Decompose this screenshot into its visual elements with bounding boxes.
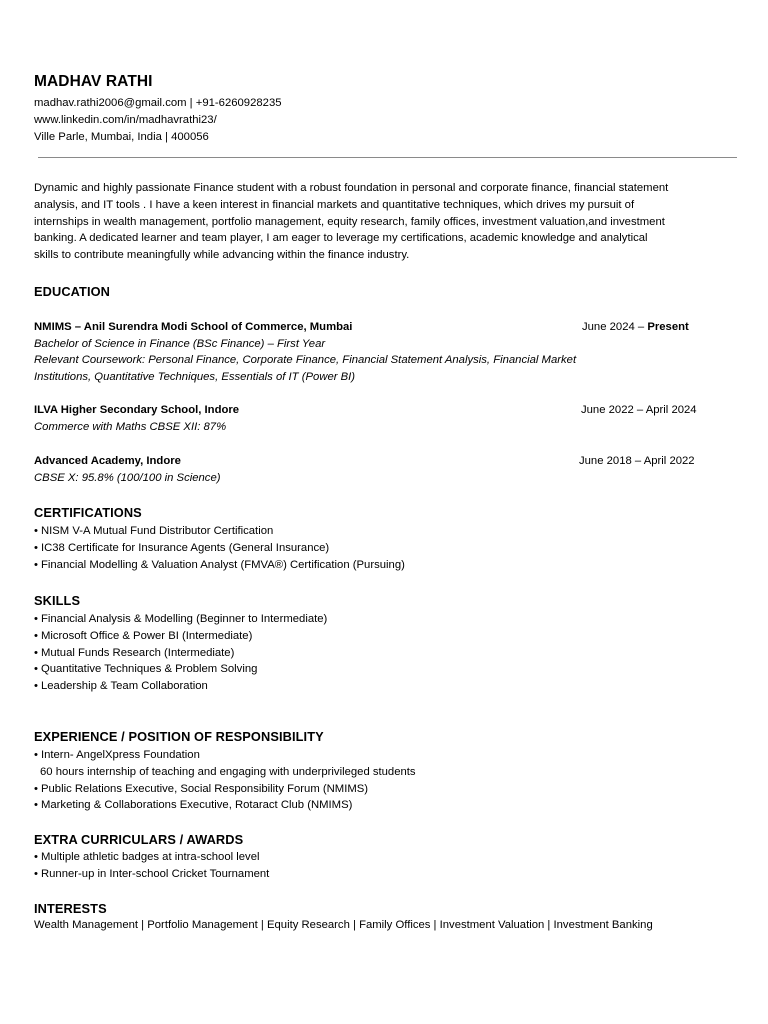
bullet-icon: • [34,851,38,863]
skills-heading: SKILLS [34,593,81,608]
education-detail-3: CBSE X: 95.8% (100/100 in Science) [34,472,221,484]
bullet-icon: • [34,782,38,795]
education-detail-2: Commerce with Maths CBSE XII: 87% [34,421,227,433]
certifications-list [34,523,405,573]
list-item: • Marketing & Collaborations Executive, Rotaract Club (NMIMS) [34,797,416,814]
list-item: • Multiple athletic badges at intra-school level [34,849,269,866]
summary-line: banking. A dedicated learner and team player, I am eager to leverage my certifications, academic knowledge and analytical [34,232,648,245]
education-school-3: Advanced Academy, Indore [34,455,181,467]
education-heading: EDUCATION [34,284,111,299]
bullet-icon: • [34,680,38,693]
education-school-1: NMIMS – Anil Surendra Modi School of Commerce, Mumbai [34,321,353,333]
list-item: • Financial Analysis & Modelling (Beginner to Intermediate) [34,611,327,628]
candidate-name: MADHAV RATHI [34,73,153,90]
profile-summary [34,180,724,264]
summary-line: Dynamic and highly passionate Finance student with a robust foundation in personal and corporate finance, financial statement [34,182,669,194]
interests-text: Wealth Management | Portfolio Management | Equity Research | Family Offices | Investment Valuation | Investment Banking [34,919,653,931]
skills-list [34,611,327,695]
summary-line: internships in wealth management, portfolio management, equity research, family offices, investment valuation,and investment [34,215,665,228]
contact-email-phone: madhav.rathi2006@gmail.com | +91-6260928235 [34,97,282,109]
bullet-icon: • [34,663,38,676]
certifications-heading: CERTIFICATIONS [34,505,142,520]
contact-linkedin: www.linkedin.com/in/madhavrathi23/ [34,114,217,126]
list-item: • Intern- AngelXpress Foundation [34,747,416,764]
bullet-icon: • [34,613,38,625]
bullet-icon: • [34,629,38,642]
extracurriculars-list [34,849,269,883]
list-item: • Leadership & Team Collaboration [34,678,327,695]
bullet-icon: • [34,541,38,554]
list-item: • Runner-up in Inter-school Cricket Tournament [34,866,269,883]
bullet-icon: • [34,749,38,761]
bullet-icon: • [34,558,38,571]
education-date-1-start: June 2024 – [582,321,648,333]
education-date-3: June 2018 – April 2022 [579,455,695,467]
experience-list [34,747,416,814]
list-item: • Quantitative Techniques & Problem Solving [34,661,327,678]
education-school-2: ILVA Higher Secondary School, Indore [34,404,240,416]
interests-heading: INTERESTS [34,901,107,916]
list-item: • Microsoft Office & Power BI (Intermediate) [34,628,327,645]
list-item: • NISM V-A Mutual Fund Distributor Certification [34,523,405,540]
list-item: • Financial Modelling & Valuation Analyst (FMVA®) Certification (Pursuing) [34,557,405,574]
summary-line: analysis, and IT tools . I have a keen interest in financial markets and quantitative techniques, which drives my pursuit of [34,198,635,211]
education-date-1-end: Present [647,321,689,333]
summary-line: skills to contribute meaningfully while advancing within the finance industry. [34,249,410,262]
education-coursework-2: Institutions, Quantitative Techniques, Essentials of IT (Power BI) [34,371,356,383]
bullet-icon: • [34,799,38,812]
list-item: • Public Relations Executive, Social Responsibility Forum (NMIMS) [34,781,416,798]
extracurriculars-heading: EXTRA CURRICULARS / AWARDS [34,832,244,847]
bullet-icon: • [34,646,38,659]
bullet-icon: • [34,525,38,537]
list-item-description: 60 hours internship of teaching and engaging with underprivileged students [40,765,416,778]
education-coursework-1: Relevant Coursework: Personal Finance, Corporate Finance, Financial Statement Analysis, Financial Market [34,354,577,366]
header-divider [38,157,737,158]
education-degree-1: Bachelor of Science in Finance (BSc Finance) – First Year [34,338,326,350]
education-date-1 [582,321,689,333]
experience-heading: EXPERIENCE / POSITION OF RESPONSIBILITY [34,729,324,744]
bullet-icon: • [34,867,38,880]
contact-address: Ville Parle, Mumbai, India | 400056 [34,131,209,143]
list-item: • IC38 Certificate for Insurance Agents (General Insurance) [34,540,405,557]
list-item: • Mutual Funds Research (Intermediate) [34,645,327,662]
education-date-2: June 2022 – April 2024 [581,404,697,416]
